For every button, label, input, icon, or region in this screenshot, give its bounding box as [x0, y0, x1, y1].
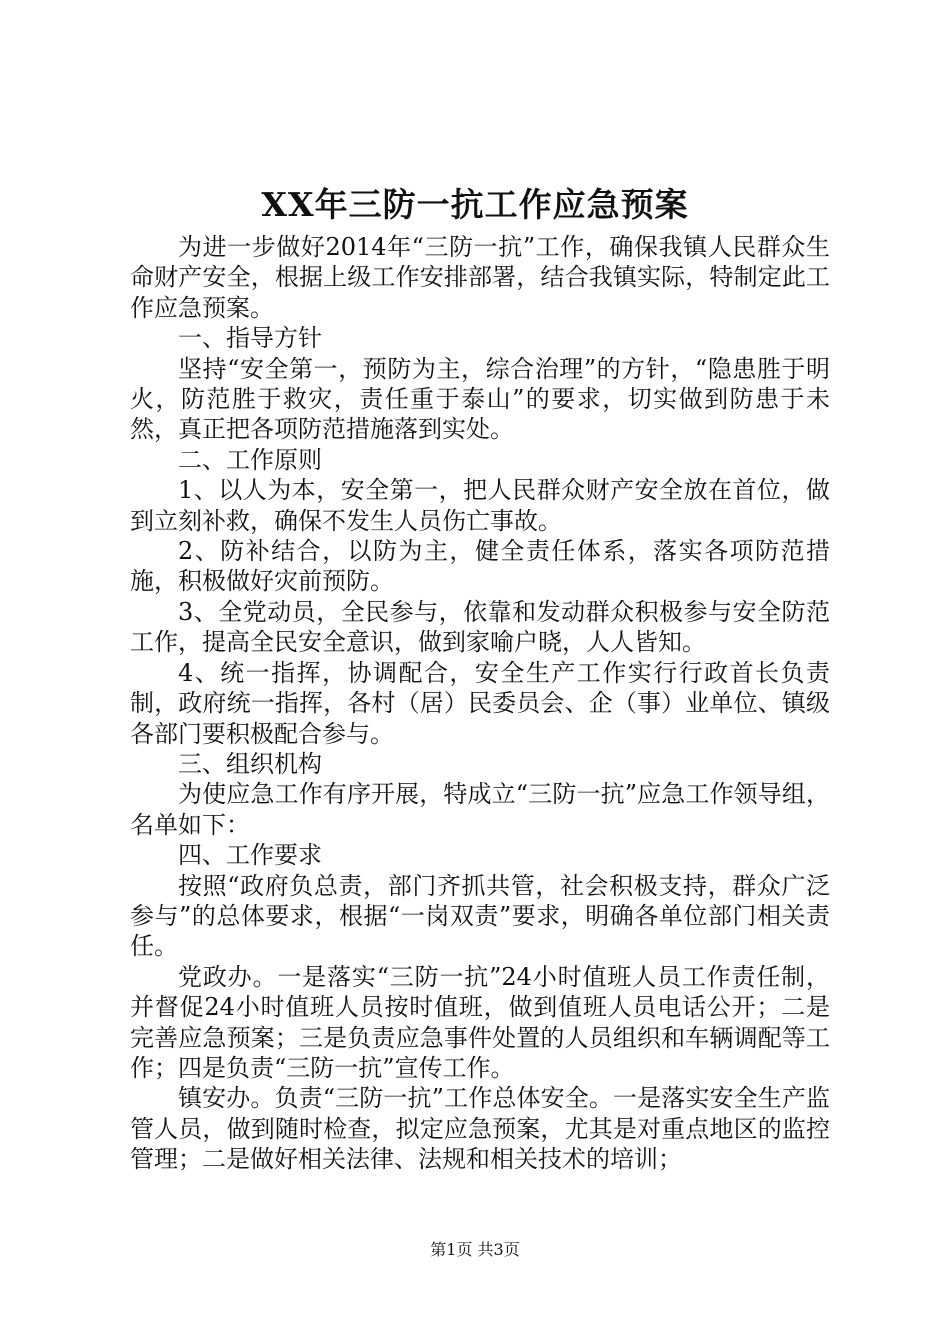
section-heading-work-principles: 二、工作原则 [178, 445, 322, 474]
principle-item-2: 2、防补结合，以防为主，健全责任体系，落实各项防范措施，积极做好灾前预防。 [130, 537, 830, 596]
principle-item-3: 3、全党动员，全民参与，依靠和发动群众积极参与安全防范工作，提高全民安全意识，做到家喻户晓，人人皆知。 [130, 597, 830, 657]
section-heading-guiding-policy: 一、指导方针 [178, 324, 322, 353]
safety-office-paragraph: 镇安办。负责“三防一抗”工作总体安全。一是落实安全生产监管人员，做到随时检查，拟定应急预案，尤其是对重点地区的监控管理；二是做好相关法律、法规和相关技术的培训； [130, 1084, 830, 1174]
guiding-policy-paragraph: 坚持“安全第一，预防为主，综合治理”的方针，“隐患胜于明火，防范胜于救灾，责任重于泰山”的要求，切实做到防患于未然，真正把各项防范措施落到实处。 [130, 354, 830, 444]
intro-paragraph: 为进一步做好2014年“三防一抗”工作，确保我镇人民群众生命财产安全，根据上级工作安排部署，结合我镇实际，特制定此工作应急预案。 [130, 233, 830, 322]
section-heading-work-requirements: 四、工作要求 [178, 841, 322, 870]
page-number-footer: 第1页 共3页 [430, 1240, 520, 1259]
principle-item-4: 4、统一指挥，协调配合，安全生产工作实行行政首长负责制，政府统一指挥，各村（居）民委员会、企（事）业单位、镇级各部门要积极配合参与。 [130, 658, 830, 748]
organization-paragraph: 为使应急工作有序开展，特成立“三防一抗”应急工作领导组，名单如下： [130, 780, 830, 839]
document-title: XX年三防一抗工作应急预案 [261, 185, 689, 224]
section-heading-organization: 三、组织机构 [178, 749, 322, 778]
requirements-paragraph: 按照“政府负总责，部门齐抓共管，社会积极支持，群众广泛参与”的总体要求，根据“一岗双责”要求，明确各单位部门相关责任。 [130, 871, 830, 961]
party-office-paragraph: 党政办。一是落实“三防一抗”24小时值班人员工作责任制，并督促24小时值班人员按时值班，做到值班人员电话公开；二是完善应急预案；三是负责应急事件处置的人员组织和车辆调配等工作；四是负责“三防一抗”宣传工作。 [130, 962, 830, 1082]
principle-item-1: 1、以人为本，安全第一，把人民群众财产安全放在首位，做到立刻补救，确保不发生人员伤亡事故。 [130, 476, 830, 535]
document-body [130, 232, 830, 1175]
